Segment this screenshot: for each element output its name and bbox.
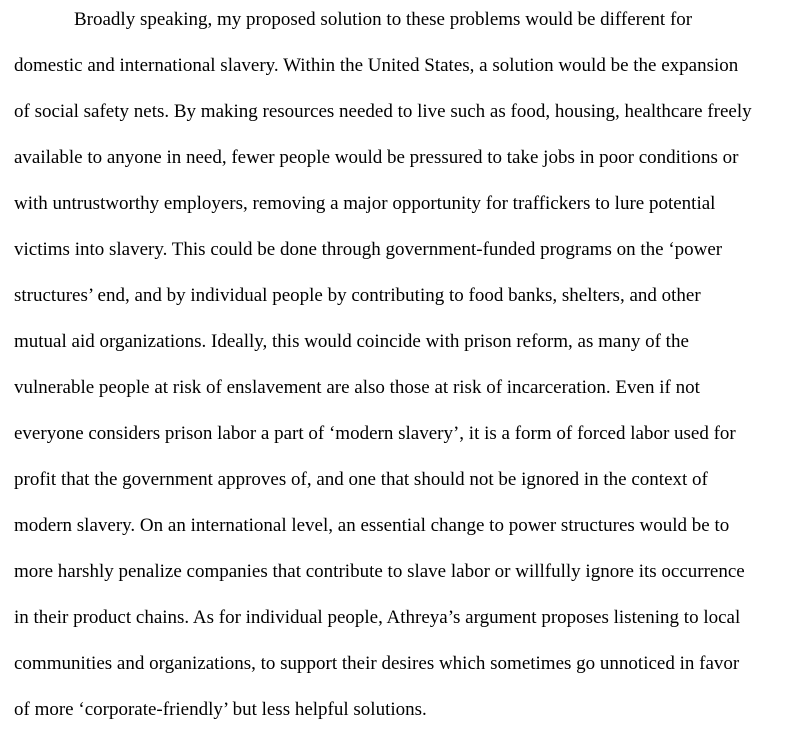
- paragraph-line-13: more harshly penalize companies that contribute to slave labor or willfully ignore its occurrence: [14, 561, 745, 582]
- paragraph-line-10: everyone considers prison labor a part of ‘modern slavery’, it is a form of forced labor used for: [14, 423, 736, 444]
- paragraph-line-7: structures’ end, and by individual people by contributing to food banks, shelters, and other: [14, 285, 701, 306]
- paragraph-line-11: profit that the government approves of, and one that should not be ignored in the context of: [14, 469, 708, 490]
- paragraph-line-2: domestic and international slavery. Within the United States, a solution would be the expansion: [14, 55, 739, 76]
- paragraph-line-16: of more ‘corporate-friendly’ but less helpful solutions.: [14, 699, 427, 720]
- paragraph-line-12: modern slavery. On an international level, an essential change to power structures would be to: [14, 515, 730, 536]
- paragraph-line-14: in their product chains. As for individual people, Athreya’s argument proposes listening to local: [14, 607, 741, 628]
- paragraph-line-15: communities and organizations, to support their desires which sometimes go unnoticed in favor: [14, 653, 740, 674]
- paragraph-line-1: Broadly speaking, my proposed solution to these problems would be different for: [74, 9, 693, 30]
- paragraph-line-6: victims into slavery. This could be done through government-funded programs on the ‘power: [14, 239, 723, 260]
- paragraph-line-8: mutual aid organizations. Ideally, this would coincide with prison reform, as many of the: [14, 331, 689, 352]
- paragraph-line-4: available to anyone in need, fewer people would be pressured to take jobs in poor conditions or: [14, 147, 739, 168]
- paragraph-line-5: with untrustworthy employers, removing a major opportunity for traffickers to lure potential: [14, 193, 716, 214]
- paragraph-line-3: of social safety nets. By making resources needed to live such as food, housing, healthcare freely: [14, 101, 752, 122]
- paragraph-line-9: vulnerable people at risk of enslavement are also those at risk of incarceration. Even if not: [14, 377, 700, 398]
- document-page: [14, 0, 794, 737]
